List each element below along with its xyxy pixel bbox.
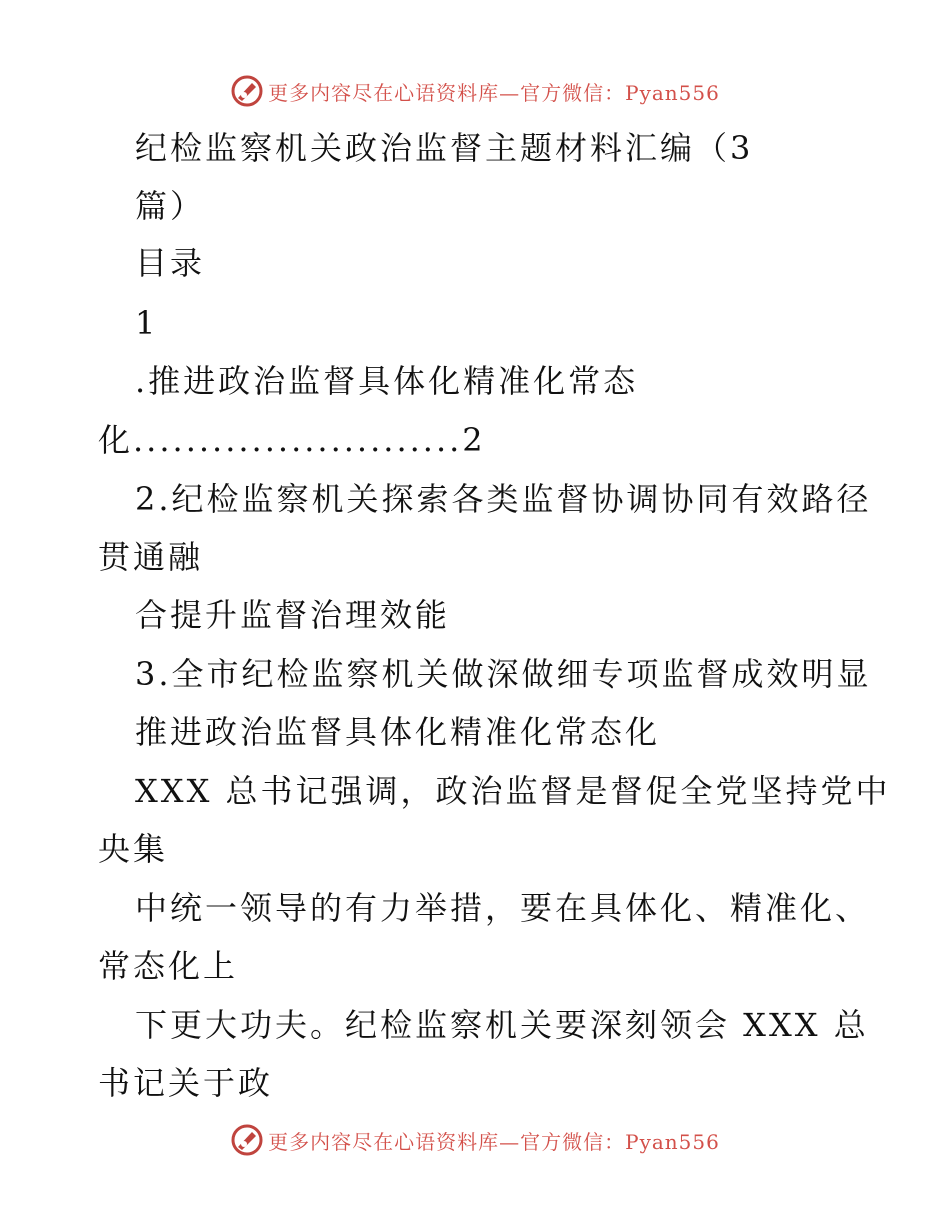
toc-item-2-line-1: 2.纪检监察机关探索各类监督协调协同有效路径 — [135, 480, 872, 518]
body-line-3: 中统一领导的有力举措，要在具体化、精准化、 — [135, 889, 871, 927]
watermark-text: 更多内容尽在心语资料库—官方微信：Pyan556 — [268, 80, 720, 105]
body-line-1: XXX 总书记强调，政治监督是督促全党坚持党中 — [135, 772, 891, 810]
toc-item-2-line-3: 合提升监督治理效能 — [135, 596, 451, 634]
toc-item-1-leader: 化.........................2 — [98, 421, 486, 459]
doc-title-line-1: 纪检监察机关政治监督主题材料汇编（3 — [135, 129, 754, 167]
toc-item-1-number: 1 — [135, 304, 159, 342]
toc-item-2-line-2: 贯通融 — [98, 538, 204, 576]
watermark-text: 更多内容尽在心语资料库—官方微信：Pyan556 — [268, 1129, 720, 1154]
body-line-5: 下更大功夫。纪检监察机关要深刻领会 XXX 总 — [135, 1006, 869, 1044]
toc-item-3: 3.全市纪检监察机关做深做细专项监督成效明显 — [135, 655, 872, 693]
section-heading: 推进政治监督具体化精准化常态化 — [135, 713, 661, 751]
body-line-4: 常态化上 — [98, 947, 239, 985]
body-line-6: 书记关于政 — [98, 1064, 274, 1102]
pen-logo-icon — [230, 1123, 264, 1157]
body-line-2: 央集 — [98, 830, 169, 868]
footer-watermark — [0, 1120, 950, 1160]
doc-title-line-2: 篇） — [135, 187, 206, 225]
toc-heading: 目录 — [135, 244, 206, 282]
toc-item-1-title: .推进政治监督具体化精准化常态 — [135, 362, 639, 400]
